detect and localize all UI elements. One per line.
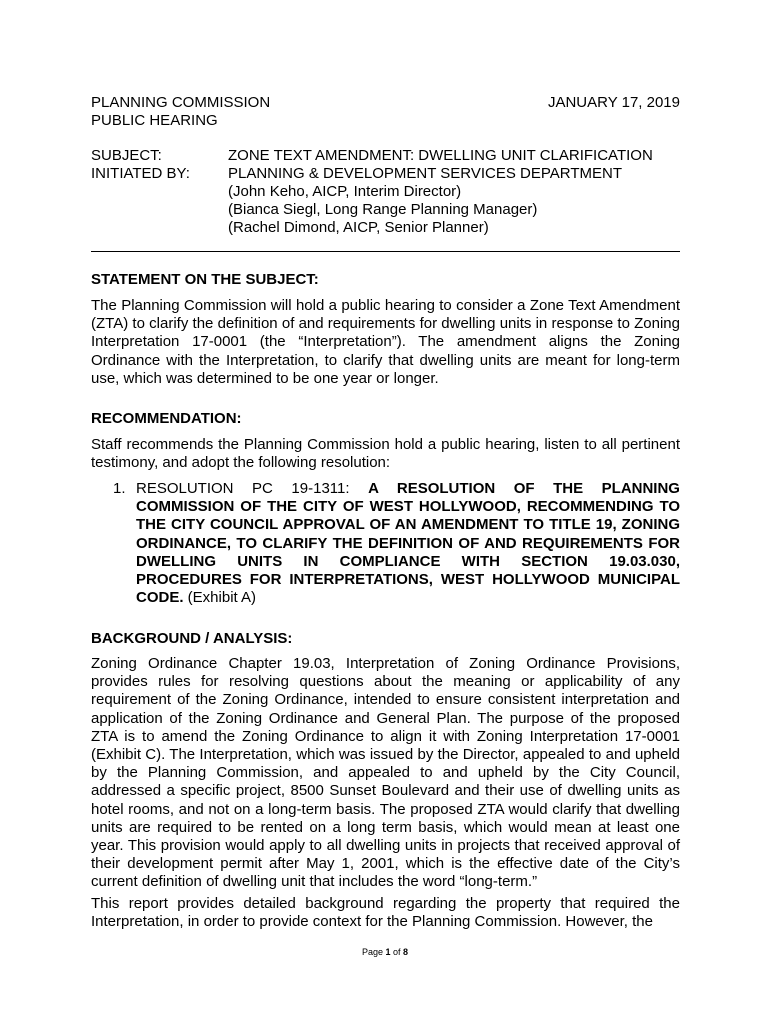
statement-text: The Planning Commission will hold a public hearing to consider a Zone Text Amendment (ZTA) to clarify the definition of and requirements for dwelling units in response to Zoning Interpretation 17-0001 (the “Interpretation”). The amendment aligns the Zoning Ordinance with the Interpretation, to clarify that dwelling units are meant for long-term use, which was determined to be one year or longer. <box>91 297 680 387</box>
staff-line: (Rachel Dimond, AICP, Senior Planner) <box>228 219 489 236</box>
resolution-title: A RESOLUTION OF THE PLANNING COMMISSION OF THE CITY OF WEST HOLLYWOOD, RECOMMENDING TO THE CITY COUNCIL APPROVAL OF AN AMENDMENT TO TITLE 19, ZONING ORDINANCE, TO CLARIFY THE DEFINITION OF AND REQUIREMENTS FOR DWELLING UNITS IN COMPLIANCE WITH SECTION 19.03.030, PROCEDURES FOR INTERPRETATIONS, WEST HOLLYWOOD MUNICIPAL CODE. <box>136 480 680 607</box>
subject-label: SUBJECT: <box>91 147 162 164</box>
initiated-by-value: PLANNING & DEVELOPMENT SERVICES DEPARTMENT <box>228 165 622 182</box>
header-left-line2: PUBLIC HEARING <box>91 112 218 129</box>
background-paragraph-2: This report provides detailed background regarding the property that required the Interpretation, in order to provide context for the Planning Commission. However, the <box>91 895 680 931</box>
header-divider <box>91 251 680 252</box>
header-date: JANUARY 17, 2019 <box>547 94 680 111</box>
resolution-prefix: RESOLUTION PC 19-1311: <box>136 480 369 497</box>
statement-heading: STATEMENT ON THE SUBJECT: <box>91 271 319 288</box>
resolution-list-item <box>136 480 680 607</box>
staff-line: (Bianca Siegl, Long Range Planning Manager) <box>228 201 538 218</box>
footer-page-word: Page <box>361 947 383 957</box>
initiated-by-label: INITIATED BY: <box>91 165 190 182</box>
recommendation-heading: RECOMMENDATION: <box>91 410 242 427</box>
background-paragraph-1: Zoning Ordinance Chapter 19.03, Interpretation of Zoning Ordinance Provisions, provides rules for resolving questions about the meaning or applicability of any requirement of the Zoning Ordinance, intended to ensure consistent interpretation and application of the Zoning Ordinance and General Plan. The purpose of the proposed ZTA is to amend the Zoning Ordinance to align it with Zoning Interpretation 17-0001 (Exhibit C). The Interpretation, which was issued by the Director, appealed to and upheld by the Planning Commission, and appealed to and upheld by the City Council, addressed a specific project, 8500 Sunset Boulevard and their use of dwelling units as hotel rooms, and not on a long-term basis. The proposed ZTA would clarify that dwelling units are required to be rented on a long term basis, which would mean at least one year. This provision would apply to all dwelling units in projects that received approval of their development permit after May 1, 2001, which is the effective date of the City’s current definition of dwelling unit that includes the word “long-term.” <box>91 655 680 891</box>
page-footer <box>0 947 770 958</box>
header-left-line1: PLANNING COMMISSION <box>91 94 271 111</box>
recommendation-text: Staff recommends the Planning Commission hold a public hearing, listen to all pertinent testimony, and adopt the following resolution: <box>91 436 680 472</box>
subject-value: ZONE TEXT AMENDMENT: DWELLING UNIT CLARIFICATION <box>228 147 653 164</box>
background-heading: BACKGROUND / ANALYSIS: <box>91 630 293 647</box>
list-item-number: 1. <box>113 480 126 497</box>
resolution-exhibit: (Exhibit A) <box>183 589 257 607</box>
footer-page-total: 8 <box>403 947 409 957</box>
staff-line: (John Keho, AICP, Interim Director) <box>228 183 462 200</box>
footer-of-word: of <box>393 947 401 957</box>
footer-page-number: 1 <box>385 947 391 957</box>
